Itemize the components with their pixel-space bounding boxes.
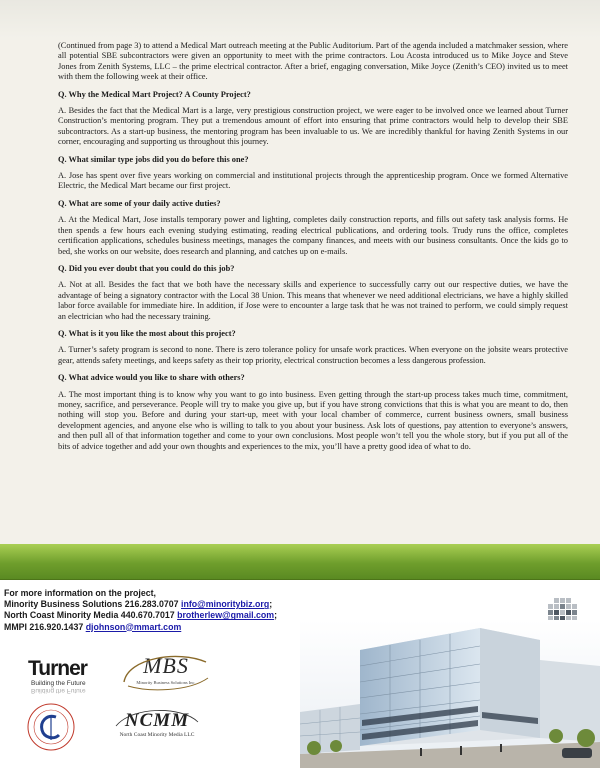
contact-ncmm-suffix: ; [274, 610, 278, 621]
question-2: Q. What similar type jobs did you do before this one? [58, 154, 249, 164]
turner-logo-tagline: Building the Future [31, 680, 86, 687]
question-3: Q. What are some of your daily active duties? [58, 198, 221, 208]
ncmm-swirl-icon [112, 704, 202, 734]
answer-2: A. Jose has spent over five years working on commercial and institutional projects through the apprenticeship program. Once we formed Alternative Electric, the Medical Mart became our first project. [58, 171, 568, 191]
contact-heading: For more information on the project, [4, 588, 156, 598]
answer-1: A. Besides the fact that the Medical Mart is a large, very prestigious construction project, we were eager to be involved once we learned about Turner Construction’s mentoring program. They put a tremendous amount of effort into ensuring that prime contractors would help to develop their SBE subcontractors. As a start-up business, the mentoring program has been invaluable to us. We are incredibly thankful for having Zenith Systems in our corner, encouraging and supporting us throughout this journey. [58, 106, 568, 147]
contact-ncmm-email-link[interactable]: brotherlew@gmail.com [177, 610, 275, 621]
turner-logo-name: Turner [28, 657, 87, 680]
page-top-band [0, 0, 600, 38]
contact-ncmm-label: North Coast Minority Media 440.670.7017 [4, 610, 175, 621]
ncmm-logo [112, 710, 202, 739]
chamber-seal-icon [26, 702, 76, 752]
contact-mmpi-email-link[interactable]: djohnson@mmart.com [85, 621, 182, 632]
green-divider-bar [0, 544, 600, 580]
question-1: Q. Why the Medical Mart Project? A County Project? [58, 89, 251, 99]
answer-5: A. Turner’s safety program is second to none. There is zero tolerance policy for unsafe work practices. When everyone on the jobsite wears protective gear, attends safety meetings, and keeps safety as their top priority, electrical construction becomes a less dangerous profession. [58, 345, 568, 365]
answer-3: A. At the Medical Mart, Jose installs temporary power and lighting, completes daily construction reports, and fills out safety task analysis forms. He then spends a few hours each evening studying estimating, reading electrical publications, and ordering tools. Trudy runs the office, completes certification applications, schedules business meetings, manages the company finances, and meets with our business consultants. Once the kids go to bed, she works on our website, does research and planning, and catches up on e-mails. [58, 215, 568, 256]
contact-mbs-email-link[interactable]: info@minoritybiz.org [181, 599, 270, 610]
mbs-logo-name: MBS [143, 653, 189, 678]
question-6: Q. What advice would you like to share with others? [58, 373, 245, 383]
article-intro: (Continued from page 3) to attend a Medical Mart outreach meeting at the Public Auditorium. Part of the agenda included a matchmaker session, where all potential SBE subcontractors were given an opportunity to meet with the prime contractors. Lou Acosta introduced us to Mike Joyce and Steve Jones from Zenith Systems, LLC – the prime electrical contractor. After a brief, engaging conversation, Mike Joyce (Zenith’s CEO) invited us to meet with them the following week at their office. [58, 41, 568, 82]
mbs-swoosh-icon [118, 652, 214, 698]
mbs-logo [118, 652, 214, 698]
contact-info [4, 588, 324, 633]
medical-mart-building-image [300, 620, 600, 768]
contact-line-mbs [4, 599, 324, 610]
contact-mbs-suffix: ; [269, 599, 273, 610]
turner-logo-reflection: Building the Future [31, 687, 86, 694]
article-body [58, 41, 568, 452]
contact-line-ncmm [4, 610, 324, 621]
question-4: Q. Did you ever doubt that you could do this job? [58, 263, 235, 273]
contact-mmpi-label: MMPI 216.920.1437 [4, 621, 84, 632]
mbs-logo-subtitle: Minority Business Solutions Inc. [136, 680, 196, 685]
ncmm-logo-subtitle: North Coast Minority Media LLC [119, 732, 195, 738]
ncmm-logo-name: NCMM [124, 710, 190, 731]
answer-4: A. Not at all. Besides the fact that we both have the necessary skills and experience to successfully carry out our respective duties, we have the advantage of being a signatory contractor with the Local 38 Union. This means that whenever we need additional electricians, we have a highly skilled labor force available for immediate hire. In addition, if Jose were to encounter a large task that he was not trained to perform, we could simply request an electrician who had the necessary training. [58, 280, 568, 321]
turner-logo [28, 658, 98, 694]
contact-mbs-label: Minority Business Solutions 216.283.0707 [4, 599, 179, 610]
answer-6: A. The most important thing is to know why you want to go into business. Even getting through the start-up process takes much time, commitment, money, sacrifice, and perseverance. People will try to make you give up, but if you have strong convictions that this is what you are meant to do, then nothing will stop you. Before and during your start-up, meet with your local chamber of commerce, current business owners, small business development agencies, and anyone else who is willing to talk to you about your business. Ask lots of questions, pay attention to everyone’s answers, and then pull all of that information together and come to your own conclusions. Most people won’t tell you the whole story, but if you put all of the bits of advice together and add your own thoughts and experiences to the mix, you’ll have a pretty good idea of what to do. [58, 389, 568, 451]
contact-line-mmpi [4, 622, 324, 633]
question-5: Q. What is it you like the most about this project? [58, 328, 236, 338]
